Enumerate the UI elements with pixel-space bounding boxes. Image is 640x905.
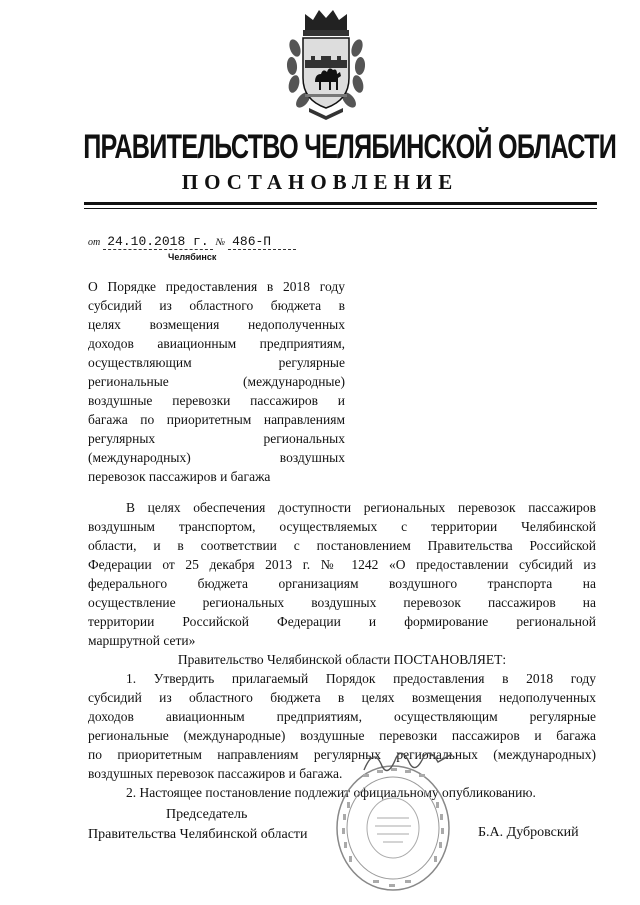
preamble-line: области, и в соответствии с постановлением Правительства Российской	[88, 538, 596, 553]
item1-line: субсидий из областного бюджета в целях возмещения недополученных	[88, 690, 596, 705]
document-city: Челябинск	[168, 252, 217, 262]
handwritten-signature	[360, 740, 460, 780]
subject-line: регулярных региональных	[88, 431, 345, 446]
subject-line: целях возмещения недополученных	[88, 317, 345, 332]
signatory-title-line1: Председатель	[166, 807, 248, 822]
document-body	[88, 498, 596, 802]
subject-line: осуществляющим регулярные	[88, 355, 345, 370]
signatory-name: Б.А. Дубровский	[478, 825, 579, 840]
preamble-line: воздушным транспортом, осуществляемых с территории Челябинской	[88, 519, 596, 534]
preamble-line: Федерации от 25 декабря 2013 г. № 1242 «О предоставлении субсидий из	[88, 557, 596, 572]
subject-line: О Порядке предоставления в 2018 году	[88, 279, 345, 294]
number-prefix: №	[215, 237, 226, 248]
document-type-heading: ПОСТАНОВЛЕНИЕ	[181, 170, 459, 194]
subject-line: доходов авиационным предприятиям,	[88, 336, 345, 351]
item1-line: доходов авиационным предприятиям, осуществляющим регулярные	[88, 709, 596, 724]
document-date: 24.10.2018 г.	[103, 234, 212, 250]
preamble-line: осуществление региональных воздушных перевозок пассажиров на	[88, 595, 596, 610]
coat-of-arms-emblem	[285, 8, 367, 120]
item1-line: региональные (международные) воздушные перевозки пассажиров и багажа	[88, 728, 596, 743]
subject-line: багажа по приоритетным направлениям	[88, 412, 345, 427]
decree-line: Правительство Челябинской области ПОСТАНОВЛЯЕТ:	[177, 652, 507, 667]
item1-line: 1. Утвердить прилагаемый Порядок предоставления в 2018 году	[126, 671, 596, 686]
preamble-line: федерального бюджета организациям воздушного транспорта на	[88, 576, 596, 591]
signatory-title	[88, 805, 308, 845]
subject-line: субсидий из областного бюджета в	[88, 298, 345, 313]
document-meta	[88, 234, 296, 250]
government-title: ПРАВИТЕЛЬСТВО ЧЕЛЯБИНСКОЙ ОБЛАСТИ	[83, 128, 617, 166]
preamble-line: маршрутной сети»	[88, 633, 196, 648]
item1-line: по приоритетным направлениям регулярных региональных (международных)	[88, 747, 596, 762]
item2-line: 2. Настоящее постановление подлежит официальному опубликованию.	[126, 785, 536, 800]
date-prefix: от	[88, 237, 101, 248]
subject-line: воздушные перевозки пассажиров и	[88, 393, 345, 408]
signatory-title-line2: Правительства Челябинской области	[88, 827, 308, 842]
item1-line: воздушных перевозок пассажиров и багажа.	[88, 766, 343, 781]
preamble-line: В целях обеспечения доступности региональных перевозок пассажиров	[126, 500, 596, 515]
header-rule-thin	[84, 208, 597, 209]
preamble-line: территории Российской Федерации и формирование региональной	[88, 614, 596, 629]
subject-line: (международных) воздушных	[88, 450, 345, 465]
subject-line: региональные (международные)	[88, 374, 345, 389]
official-seal-stamp	[333, 762, 453, 894]
document-number: 486-П	[228, 234, 296, 250]
subject-line: перевозок пассажиров и багажа	[88, 469, 271, 484]
document-subject	[88, 277, 345, 486]
header-rule-thick	[84, 202, 597, 205]
